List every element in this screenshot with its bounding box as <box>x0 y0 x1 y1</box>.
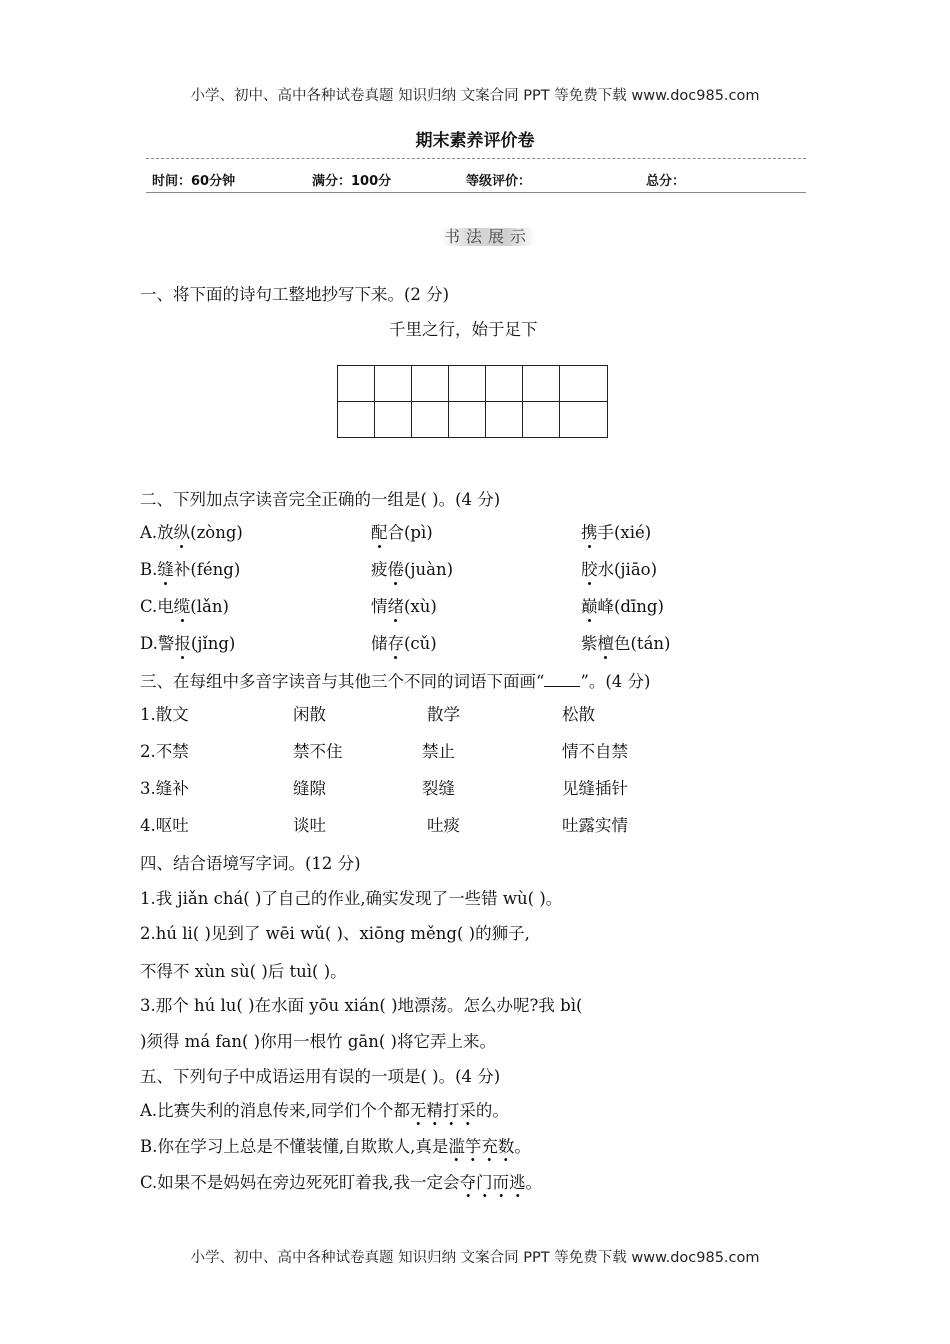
underline-blank <box>544 672 580 687</box>
q3-row3-word2: 缝隙 <box>293 779 326 798</box>
q3-row1-word2: 闲散 <box>293 705 326 724</box>
dotted-idiom: 滥竽充数 <box>448 1137 514 1162</box>
grid-cell[interactable] <box>449 366 486 402</box>
grid-cell[interactable] <box>375 402 412 438</box>
q3-row2-word4: 情不自禁 <box>562 742 628 761</box>
q2-option-a-word2: 配合(pì) <box>371 523 433 542</box>
info-full-score: 满分：100分 <box>312 174 392 189</box>
q3-row3-word4: 见缝插针 <box>562 779 628 798</box>
dotted-char: 存 <box>387 634 404 653</box>
q2-option-a: A.放纵(zòng) <box>140 523 243 542</box>
q2-option-b-word3: 胶水(jiāo) <box>581 560 658 579</box>
dotted-char: 巅 <box>581 597 598 616</box>
dotted-char: 报 <box>174 634 191 653</box>
q4-line5: )须得 má fan( )你用一根竹 gān( )将它弄上来。 <box>140 1032 496 1051</box>
q2-option-c: C.电缆(lǎn) <box>140 597 229 616</box>
grid-cell[interactable] <box>560 366 608 402</box>
q5-option-a: A.比赛失利的消息传来,同学们个个都无精打采的。 <box>140 1097 509 1121</box>
q2-option-d-word3: 紫檀色(tán) <box>581 634 671 653</box>
dotted-char: 倦 <box>387 560 404 579</box>
grid-cell[interactable] <box>338 366 375 402</box>
dotted-idiom: 无精打采 <box>410 1101 476 1126</box>
divider-solid <box>146 192 806 193</box>
q3-row2-word3: 禁止 <box>422 742 455 761</box>
grid-row <box>338 402 608 438</box>
q3-row2-word1: 2.不禁 <box>140 742 189 761</box>
option-label: A. <box>140 523 158 542</box>
dotted-idiom: 夺门而逃 <box>460 1173 526 1198</box>
option-label: D. <box>140 634 158 653</box>
q2-option-d-word2: 储存(cǔ) <box>371 634 437 653</box>
section-label-calligraphy: 书法展示 <box>440 228 536 246</box>
q1-poem: 千里之行，始于足下 <box>389 320 538 339</box>
q1-stem: 一、将下面的诗句工整地抄写下来。(2 分) <box>140 285 450 304</box>
q3-row4-word1: 4.呕吐 <box>140 816 189 835</box>
dotted-char: 携 <box>581 523 598 542</box>
q2-option-b: B.缝补(féng) <box>140 560 241 579</box>
q4-line1: 1.我 jiǎn chá( )了自己的作业,确实发现了一些错 wù( )。 <box>140 889 563 908</box>
exam-title: 期末素养评价卷 <box>415 131 535 151</box>
q3-row4-word4: 吐露实情 <box>562 816 628 835</box>
q2-option-c-word3: 巅峰(dīng) <box>581 597 664 616</box>
dotted-char: 缝 <box>157 560 174 579</box>
grid-cell[interactable] <box>338 402 375 438</box>
q3-row1-word4: 松散 <box>562 705 595 724</box>
grid-cell[interactable] <box>412 402 449 438</box>
header-banner: 小学、初中、高中各种试卷真题 知识归纳 文案合同 PPT 等免费下载 www.doc985.com <box>190 88 760 104</box>
grid-cell[interactable] <box>486 402 523 438</box>
q5-option-c: C.如果不是妈妈在旁边死死盯着我,我一定会夺门而逃。 <box>140 1169 542 1193</box>
option-label: B. <box>140 560 158 579</box>
grid-cell[interactable] <box>486 366 523 402</box>
info-time: 时间：60分钟 <box>152 174 236 189</box>
grid-cell[interactable] <box>560 402 608 438</box>
q2-option-d: D.警报(jǐng) <box>140 634 236 653</box>
q3-stem: 三、在每组中多音字读音与其他三个不同的词语下面画“ ”。(4 分) <box>140 672 651 691</box>
divider-dashed <box>146 158 806 159</box>
writing-grid[interactable] <box>337 365 608 438</box>
q4-line4: 3.那个 hú lu( )在水面 yōu xián( )地漂荡。怎么办呢?我 bì( <box>140 996 583 1015</box>
q2-stem: 二、下列加点字读音完全正确的一组是( )。(4 分) <box>140 490 501 509</box>
grid-cell[interactable] <box>523 366 560 402</box>
q4-line3: 不得不 xùn sù( )后 tuì( )。 <box>140 962 347 981</box>
q3-row4-word2: 谈吐 <box>293 816 326 835</box>
q3-row1-word1: 1.散文 <box>140 705 189 724</box>
footer-banner: 小学、初中、高中各种试卷真题 知识归纳 文案合同 PPT 等免费下载 www.doc985.com <box>190 1250 760 1266</box>
dotted-char: 胶 <box>581 560 598 579</box>
info-total: 总分： <box>646 174 686 189</box>
q3-row3-word3: 裂缝 <box>422 779 455 798</box>
grid-cell[interactable] <box>449 402 486 438</box>
dotted-char: 檀 <box>597 634 614 653</box>
grid-cell[interactable] <box>412 366 449 402</box>
grid-cell[interactable] <box>375 366 412 402</box>
q3-row4-word3: 吐痰 <box>427 816 460 835</box>
q3-row3-word1: 3.缝补 <box>140 779 189 798</box>
grid-row <box>338 366 608 402</box>
q4-line2: 2.hú li( )见到了 wēi wǔ( )、xiōng měng( )的狮子, <box>140 924 530 943</box>
q5-option-b: B.你在学习上总是不懂装懂,自欺欺人,真是滥竽充数。 <box>140 1133 531 1157</box>
q2-option-a-word3: 携手(xié) <box>581 523 652 542</box>
q5-stem: 五、下列句子中成语运用有误的一项是( )。(4 分) <box>140 1067 501 1086</box>
q4-stem: 四、结合语境写字词。(12 分) <box>140 854 361 873</box>
dotted-char: 绪 <box>387 597 404 616</box>
info-grade: 等级评价： <box>466 174 532 189</box>
dotted-char: 配 <box>371 523 388 542</box>
q3-row1-word3: 散学 <box>427 705 460 724</box>
option-label: C. <box>140 597 158 616</box>
dotted-char: 纵 <box>173 523 191 542</box>
q2-option-c-word2: 情绪(xù) <box>371 597 437 616</box>
q2-option-b-word2: 疲倦(juàn) <box>371 560 454 579</box>
q3-row2-word2: 禁不住 <box>293 742 343 761</box>
grid-cell[interactable] <box>523 402 560 438</box>
dotted-char: 缆 <box>173 597 191 616</box>
